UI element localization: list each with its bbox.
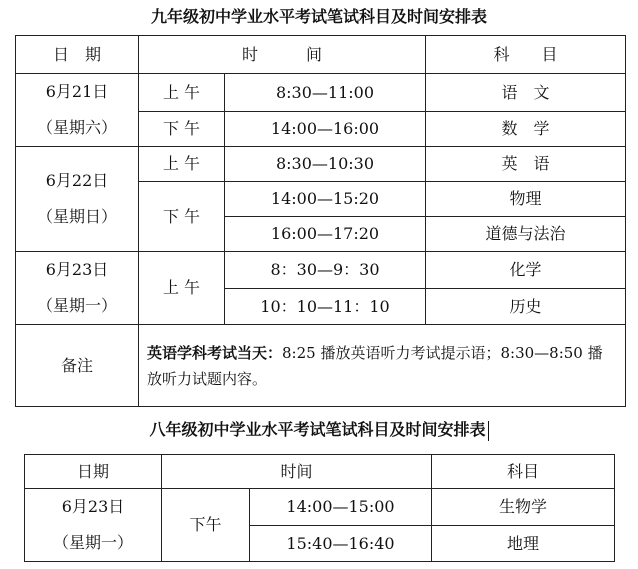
grade8-schedule-table bbox=[24, 454, 615, 562]
time-cell: 8：30—9：30 bbox=[225, 252, 426, 289]
header-time: 时 间 bbox=[139, 36, 426, 74]
subject-cell: 物理 bbox=[426, 182, 626, 217]
note-content bbox=[139, 325, 626, 407]
time-cell: 10：10—11：10 bbox=[225, 288, 426, 325]
weekday-text: （星期六） bbox=[36, 118, 117, 137]
subject-cell: 地理 bbox=[432, 525, 615, 562]
header-subject: 科目 bbox=[432, 455, 615, 489]
subject-cell: 英 语 bbox=[426, 147, 626, 182]
header-time: 时间 bbox=[162, 455, 432, 489]
weekday-text: （星期一） bbox=[52, 533, 133, 552]
date-cell bbox=[16, 147, 139, 252]
subject-cell: 语 文 bbox=[426, 74, 626, 112]
time-cell: 8:30—10:30 bbox=[225, 147, 426, 182]
grade9-title: 九年级初中学业水平考试笔试科目及时间安排表 bbox=[150, 7, 487, 26]
period-cell: 下午 bbox=[162, 489, 250, 562]
period-cell: 下 午 bbox=[139, 112, 225, 147]
header-date: 日期 bbox=[25, 455, 162, 489]
time-cell: 16:00—17:20 bbox=[225, 217, 426, 252]
weekday-text: （星期一） bbox=[36, 296, 117, 315]
table-header-row bbox=[16, 36, 626, 74]
note-row bbox=[16, 325, 626, 407]
time-cell: 15:40—16:40 bbox=[250, 525, 432, 562]
grade9-schedule-table bbox=[15, 35, 626, 407]
period-cell: 上 午 bbox=[139, 74, 225, 112]
period-cell: 下 午 bbox=[139, 182, 225, 252]
table-row bbox=[16, 74, 626, 112]
header-date: 日 期 bbox=[16, 36, 139, 74]
table-row bbox=[16, 147, 626, 182]
time-cell: 14:00—16:00 bbox=[225, 112, 426, 147]
date-cell bbox=[25, 489, 162, 562]
period-cell: 上 午 bbox=[139, 252, 225, 325]
subject-cell: 数 学 bbox=[426, 112, 626, 147]
note-label: 备注 bbox=[16, 325, 139, 407]
time-cell: 8:30—11:00 bbox=[225, 74, 426, 112]
grade8-title-text: 八年级初中学业水平考试笔试科目及时间安排表 bbox=[149, 420, 486, 439]
text-cursor bbox=[488, 421, 489, 441]
table-row bbox=[25, 489, 615, 526]
period-cell: 上 午 bbox=[139, 147, 225, 182]
subject-cell: 化学 bbox=[426, 252, 626, 289]
subject-cell: 生物学 bbox=[432, 489, 615, 526]
date-text: 6月21日 bbox=[45, 82, 109, 101]
date-cell bbox=[16, 74, 139, 147]
date-text: 6月23日 bbox=[61, 497, 125, 516]
subject-cell: 历史 bbox=[426, 288, 626, 325]
date-cell bbox=[16, 252, 139, 325]
date-text: 6月23日 bbox=[45, 260, 109, 279]
time-cell: 14:00—15:00 bbox=[250, 489, 432, 526]
subject-cell: 道德与法治 bbox=[426, 217, 626, 252]
note-text: 8:25 播放英语听力考试提示语；8:30—8:50 播放听力试题内容。 bbox=[147, 343, 603, 388]
table-header-row bbox=[25, 455, 615, 489]
time-cell: 14:00—15:20 bbox=[225, 182, 426, 217]
table-row bbox=[16, 252, 626, 289]
weekday-text: （星期日） bbox=[36, 207, 117, 226]
note-bold: 英语学科考试当天： bbox=[147, 343, 283, 362]
header-subject: 科 目 bbox=[426, 36, 626, 74]
date-text: 6月22日 bbox=[45, 171, 109, 190]
grade8-title bbox=[0, 417, 638, 441]
